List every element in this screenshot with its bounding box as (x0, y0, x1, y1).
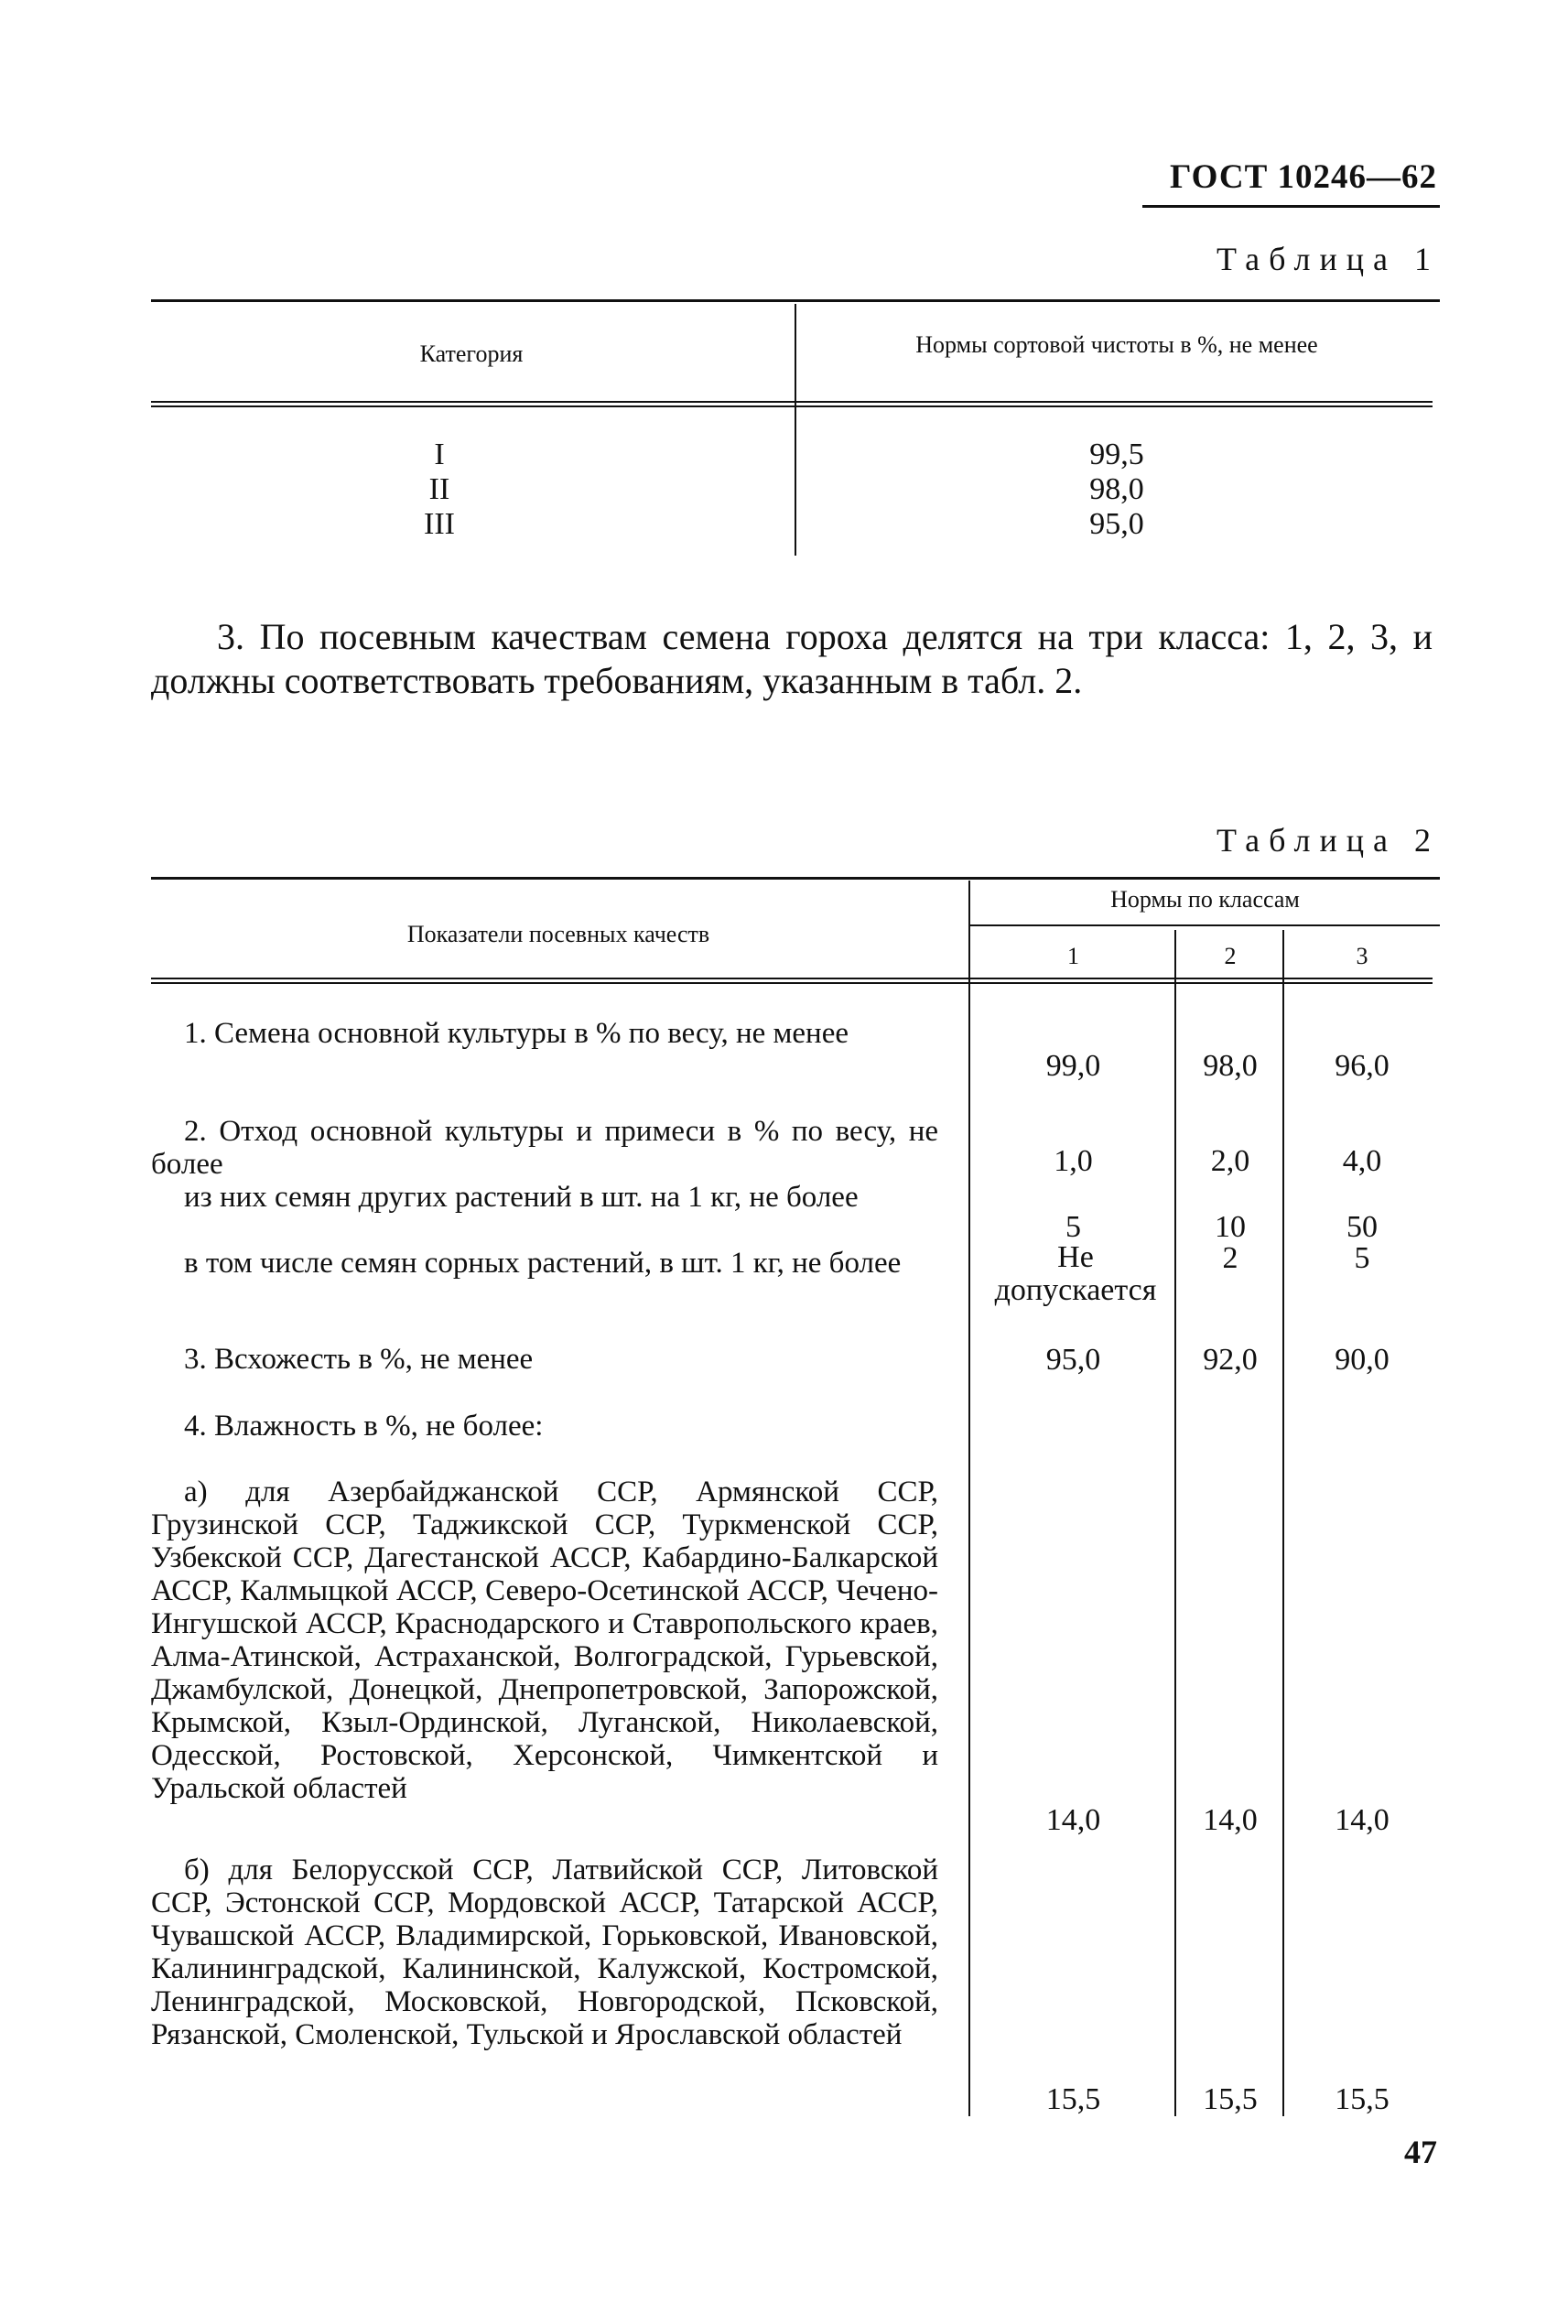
table2-row-1-class-1: 99,0 (1045, 1049, 1101, 1083)
table2-row-7-class-1: 14,0 (1045, 1803, 1101, 1837)
table2-row-2-class-2: 2,0 (1210, 1144, 1250, 1178)
table2-row-3-class-2: 10 (1215, 1210, 1246, 1244)
table2-class-1: 1 (1067, 943, 1079, 969)
table2-row-1-class-2: 98,0 (1203, 1049, 1258, 1083)
table2-header-rule (151, 978, 1433, 984)
table2-caption: Таблица 2 (1217, 822, 1440, 859)
table1-value-3: 95,0 (1089, 507, 1144, 541)
table1-header-category: Категория (419, 340, 524, 367)
table1-category-3: III (424, 507, 455, 541)
table2-subheader-rule (970, 924, 1440, 926)
table1-divider (795, 304, 796, 556)
table2-row-2: 2. Отход основной культуры и примеси в % по весу, не более (151, 1115, 938, 1181)
table2-row-3-class-3: 50 (1346, 1210, 1378, 1244)
table2-header-indicators: Показатели посевных качеств (406, 921, 710, 947)
table1-category-2: II (428, 472, 450, 506)
table2-row-2-class-1: 1,0 (1054, 1144, 1093, 1178)
table2-class-2: 2 (1224, 943, 1237, 969)
table2-row-5: 3. Всхожесть в %, не менее (184, 1343, 534, 1376)
table2-row-8-class-1: 15,5 (1045, 2082, 1101, 2116)
paragraph-3: 3. По посевным качествам семена гороха делятся на три класса: 1, 2, 3, и должны соответствовать требованиям, указанным в табл. 2. (151, 616, 1433, 701)
table1-category-1: I (434, 438, 445, 471)
table1-top-rule (151, 299, 1440, 302)
table1-value-1: 99,5 (1089, 438, 1144, 471)
table1-header-norms: Нормы сортовой чистоты в %, не менее (915, 331, 1318, 358)
table2-top-rule (151, 877, 1440, 880)
table2-row-4-class-3: 5 (1354, 1241, 1370, 1275)
table1-caption: Таблица 1 (1217, 241, 1440, 277)
page-number: 47 (1404, 2134, 1437, 2170)
table1-value-2: 98,0 (1089, 472, 1144, 506)
table2-row-3: из них семян других растений в шт. на 1 кг, не более (184, 1181, 859, 1214)
table2-row-2-class-3: 4,0 (1342, 1144, 1382, 1178)
standard-number: ГОСТ 10246—62 (1170, 158, 1437, 196)
table2-row-7-class-2: 14,0 (1203, 1803, 1258, 1837)
table2-class-3: 3 (1356, 943, 1368, 969)
table2-row-8: б) для Белорусской ССР, Латвийской ССР, Литовской ССР, Эстонской ССР, Мордовской АССР, Татарской АССР, Чувашской АССР, Владимирской, Горьковской, Ивановской, Калининградской, Калининской, Калужской, Костромской, Ленинградской, Московской, Новгородской, Псковской, Рязанской, Смоленской, Тульской и Ярославской областей (151, 1854, 938, 2051)
table2-row-8-class-3: 15,5 (1335, 2082, 1390, 2116)
table2-row-5-class-3: 90,0 (1335, 1343, 1390, 1377)
table2-row-4-class-1: Не допускается (994, 1240, 1157, 1307)
table2-row-5-class-2: 92,0 (1203, 1343, 1258, 1377)
table2-row-1-class-3: 96,0 (1335, 1049, 1390, 1083)
table2-row-4-class-2: 2 (1222, 1241, 1238, 1275)
table2-row-6: 4. Влажность в %, не более: (184, 1410, 544, 1443)
table2-header-norms: Нормы по классам (1110, 886, 1300, 913)
table2-row-8-class-2: 15,5 (1203, 2082, 1258, 2116)
table2-row-4: в том числе семян сорных растений, в шт. 1 кг, не более (184, 1247, 902, 1280)
table1-header-rule (151, 401, 1433, 407)
table2-row-5-class-1: 95,0 (1045, 1343, 1101, 1377)
table2-row-1: 1. Семена основной культуры в % по весу, не менее (184, 1017, 849, 1050)
table2-row-7-class-3: 14,0 (1335, 1803, 1390, 1837)
table2-divider-right (1282, 930, 1284, 2116)
table2-row-7: а) для Азербайджанской ССР, Армянской ССР, Грузинской ССР, Таджикской ССР, Туркменской ССР, Узбекской ССР, Дагестанской АССР, Кабардино-Балкарской АССР, Калмыцкой АССР, Северо-Осетинской АССР, Чечено-Ингушской АССР, Краснодарского и Ставропольского краев, Алма-Атинской, Астраханской, Волгоградской, Гурьевской, Джамбулской, Донецкой, Днепропетровской, Запорожской, Крымской, Кзыл-Ординской, Луганской, Николаевской, Одесской, Ростовской, Херсонской, Чимкентской и Уральской областей (151, 1475, 938, 1805)
table1-values (1025, 438, 1208, 542)
table2-row-3-class-1: 5 (1065, 1210, 1081, 1244)
header-rule (1142, 205, 1440, 208)
table2-divider-mid (1174, 930, 1176, 2116)
table1-categories (348, 438, 531, 542)
